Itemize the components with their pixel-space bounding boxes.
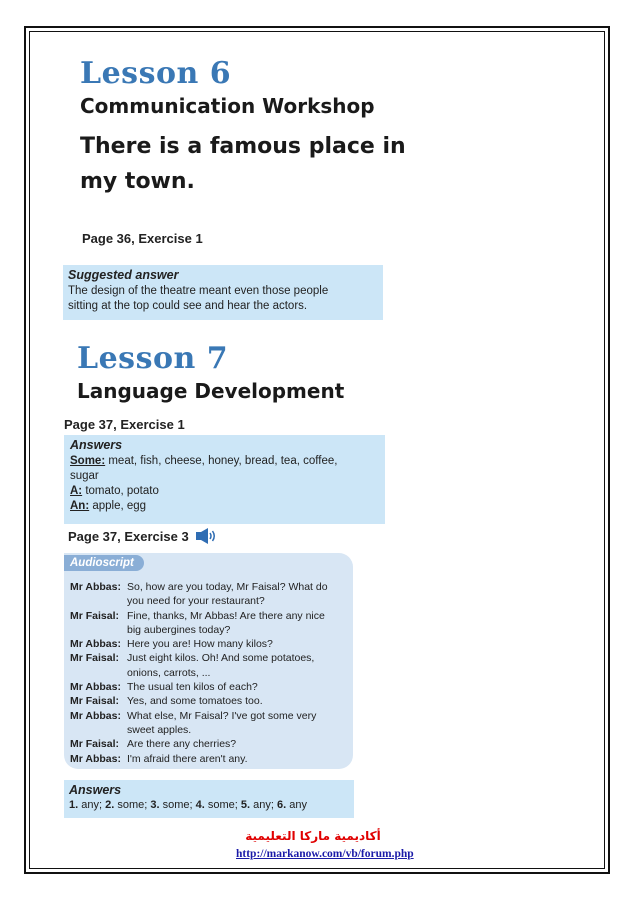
dialogue-line [70, 609, 350, 638]
dialogue-line [70, 694, 350, 708]
answer-number: 5. [240, 799, 251, 811]
lesson-6-subheading: Communication Workshop [80, 94, 375, 118]
dialogue-speaker: Mr Abbas: [70, 681, 121, 694]
answer-value: some; [159, 799, 196, 811]
answer-value: any; [250, 799, 277, 811]
answer-an [70, 499, 379, 514]
dialogue-utterance [127, 609, 350, 638]
utterance-line-2: you need for your restaurant? [127, 595, 265, 608]
dialogue-speaker: Mr Faisal: [70, 738, 120, 751]
dialogue-line [70, 737, 350, 751]
an-label: An: [70, 500, 90, 512]
utterance-line-2: sweet apples. [127, 723, 192, 736]
dialogue-speaker: Mr Faisal: [70, 652, 120, 665]
title-line-2: my town. [80, 169, 195, 194]
answer-number: 1. [69, 799, 79, 811]
answer-some-cont: sugar [70, 470, 99, 482]
dialogue-speaker: Mr Abbas: [70, 709, 121, 722]
utterance-line-1: What else, Mr Faisal? I've got some very [127, 709, 317, 722]
dialogue-speaker: Mr Abbas: [70, 581, 121, 593]
utterance-line-1: Yes, and some tomatoes too. [127, 695, 263, 708]
dialogue-line [70, 709, 350, 738]
dialogue-line [70, 752, 350, 766]
dialogue-utterance [127, 680, 350, 694]
utterance-line-1: Just eight kilos. Oh! And some potatoes, [127, 652, 315, 665]
utterance-line-1: Fine, thanks, Mr Abbas! Are there any nice [127, 609, 325, 622]
dialogue-line [70, 651, 350, 680]
audioscript-tab: Audioscript [64, 555, 144, 571]
answer-value: any [286, 799, 307, 811]
answer-number: 6. [276, 799, 287, 811]
answers-box-2 [64, 780, 354, 818]
utterance-line-1: I'm afraid there aren't any. [127, 752, 248, 765]
audioscript-dialogue [70, 580, 350, 766]
dialogue-utterance [127, 709, 350, 738]
utterance-line-1: Here you are! How many kilos? [127, 638, 273, 651]
footer-forum-link[interactable]: http://markanow.com/vb/forum.php [236, 848, 414, 860]
suggested-answer-line-1: The design of the theatre meant even those people [68, 285, 329, 297]
exercise-3-text: Page 37, Exercise 3 [68, 528, 189, 544]
dialogue-speaker: Mr Abbas: [70, 638, 121, 651]
footer-academy-name: أكاديمية ماركا التعليمية [245, 829, 381, 843]
a-label: A: [70, 485, 83, 497]
answer-a [70, 484, 379, 499]
utterance-line-1: So, how are you today, Mr Faisal? What do [127, 581, 328, 593]
answer-number: 4. [195, 799, 205, 811]
lesson-7-exercise-1-label: Page 37, Exercise 1 [64, 417, 185, 432]
dialogue-utterance [127, 651, 350, 680]
answers-1-heading: Answers [70, 438, 123, 452]
dialogue-line [70, 580, 350, 609]
answer-some [70, 454, 379, 469]
dialogue-speaker: Mr Abbas: [70, 752, 121, 765]
answer-value: any; [78, 799, 106, 811]
lesson-6-title [80, 129, 406, 199]
title-line-1: There is a famous place in [80, 134, 406, 159]
lesson-6-heading: Lesson 6 [80, 56, 232, 91]
suggested-answer-line-2: sitting at the top could see and hear the actors. [68, 300, 308, 312]
utterance-line-1: Are there any cherries? [127, 738, 237, 751]
suggested-answer-heading: Suggested answer [68, 268, 179, 282]
answer-value: some; [114, 799, 151, 811]
some-label: Some: [70, 455, 106, 467]
dialogue-line [70, 680, 350, 694]
suggested-answer-box [63, 265, 383, 320]
a-text: tomato, potato [82, 485, 159, 497]
answers-box-1 [64, 435, 385, 524]
lesson-6-exercise-label: Page 36, Exercise 1 [82, 231, 203, 246]
dialogue-speaker: Mr Faisal: [70, 695, 120, 708]
some-text: meat, fish, cheese, honey, bread, tea, coffee, [105, 455, 338, 467]
lesson-7-exercise-3-label [68, 528, 217, 547]
dialogue-utterance [127, 694, 350, 708]
lesson-7-heading: Lesson 7 [77, 341, 229, 376]
answer-number: 3. [150, 799, 160, 811]
answers-2-heading: Answers [69, 783, 122, 797]
dialogue-utterance [127, 637, 350, 651]
lesson-7-subheading: Language Development [77, 379, 345, 403]
answer-number: 2. [105, 799, 115, 811]
dialogue-utterance [127, 752, 350, 766]
dialogue-utterance [127, 737, 350, 751]
dialogue-line [70, 637, 350, 651]
answers-2-list [69, 798, 349, 813]
utterance-line-2: onions, carrots, ... [127, 666, 211, 679]
answer-value: some; [204, 799, 241, 811]
dialogue-utterance [127, 580, 350, 609]
an-text: apple, egg [89, 500, 147, 512]
speaker-icon[interactable] [195, 528, 217, 547]
utterance-line-2: big aubergines today? [127, 623, 231, 636]
utterance-line-1: The usual ten kilos of each? [127, 681, 258, 694]
dialogue-speaker: Mr Faisal: [70, 609, 120, 622]
